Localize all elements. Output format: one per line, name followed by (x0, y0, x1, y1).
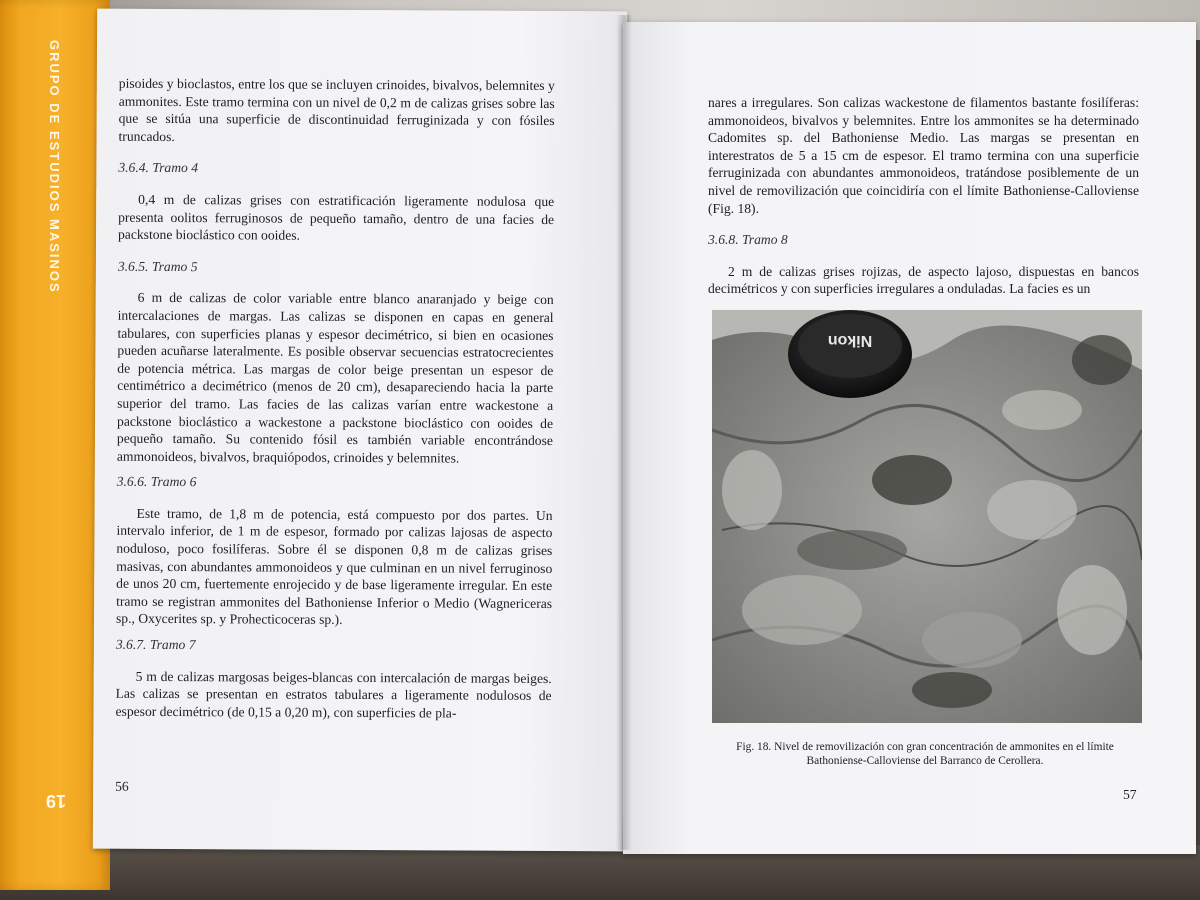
rock-outcrop-image (712, 310, 1142, 723)
left-page-text (115, 75, 554, 723)
paragraph: nares a irregulares. Son calizas wackestone de filamentos bastante fosilíferas: ammonoideos, bivalvos y belemnites. Entre los ammonites se ha determinado Cadomites sp. del Bathoniense Medio. Las margas se presentan en interestratos de 5 a 15 cm de espesor. El tramo termina con una superficie ferruginizada con abundantes ammonoideos, tratándose posiblemente de un nivel de removilización que coincidiría con el límite Bathoniense-Calloviense (Fig. 18). (708, 95, 1139, 216)
section-heading: 3.6.5. Tramo 5 (117, 258, 198, 274)
section-heading: 3.6.8. Tramo 8 (708, 232, 788, 248)
paragraph: Este tramo, de 1,8 m de potencia, está compuesto por dos partes. Un intervalo inferior, de 1 m de espesor, formado por calizas lajosas de aspecto noduloso, poco fosilíferas. Sobre él se disponen 0,8 m de calizas grises masivas, con abundantes ammonoideos y que culminan en un nivel ferruginoso de unos 20 cm, fuertemente enrojecido y de base ligeramente irregular. En este tramo se registran ammonites del Bathoniense Inferior o Medio (Wagnericeras sp., Oxycerites sp. y Prohecticoceras sp.). (115, 505, 553, 628)
paragraph: 0,4 m de calizas grises con estratificación ligeramente nodulosa que presenta oolitos ferruginosos de pequeño tamaño, dentro de una facies de packstone bioclástico con ooides. (117, 191, 555, 243)
paragraph: pisoides y bioclastos, entre los que se incluyen crinoides, bivalvos, belemnites y ammonites. Este tramo termina con un nivel de 0,2 m de calizas grises sobre las que se sitúa una superficie de discontinuidad ferruginizada y con fósiles truncados. (118, 75, 555, 144)
spine-title: GRUPO DE ESTUDIOS MASINOS (47, 40, 62, 294)
lens-cap (788, 310, 912, 398)
section-heading: 3.6.4. Tramo 4 (118, 160, 199, 176)
paragraph: 6 m de calizas de color variable entre blanco anaranjado y beige con intercalaciones de margas. Las calizas se disponen en capas en general tabulares, con superficies planas y espesor decimétrico, si bien en ocasiones pueden acuñarse lateralmente. Es posible observar secuencias estratocrecientes de potencia métrica. Las margas de color beige presentan un espesor de centimétrico a decimétrico (menos de 20 cm), desapareciendo hacia la parte superior del tramo. Las facies de las calizas varían entre wackestone a packstone bioclástico a wackestone a packstone bioclástico con ooides de pequeño tamaño. Su contenido fósil es también variable encontrándose ammonoideos, bivalvos, braquiópodos, crinoides y belemnites. (116, 290, 554, 466)
figure-caption: Fig. 18. Nivel de removilización con gran concentración de ammonites en el límite Bathoniense-Calloviense del Barranco de Cerollera. (736, 741, 1114, 767)
section-heading: 3.6.7. Tramo 7 (115, 636, 196, 653)
spine-number: 19 (45, 791, 67, 811)
page-number: 57 (1123, 787, 1137, 802)
lens-cap-brand: Nikon (827, 332, 873, 349)
section-heading: 3.6.6. Tramo 6 (116, 474, 197, 490)
right-page-text (708, 94, 1139, 298)
right-page (623, 22, 1196, 854)
page-number: 56 (115, 778, 129, 794)
left-page (93, 9, 627, 852)
paragraph: 5 m de calizas margosas beiges-blancas con intercalación de margas beiges. Las calizas se presentan en estratos tabulares a ligeramente nodulosos de espesor decimétrico (de 0,15 a 0,20 m), con superficies de pla- (115, 668, 552, 721)
book-gutter (616, 15, 632, 850)
paragraph: 2 m de calizas grises rojizas, de aspecto lajoso, dispuestas en bancos decimétricos y con superficies irregulares a onduladas. La facies es un (708, 263, 1139, 297)
figure-photo (712, 310, 1142, 723)
